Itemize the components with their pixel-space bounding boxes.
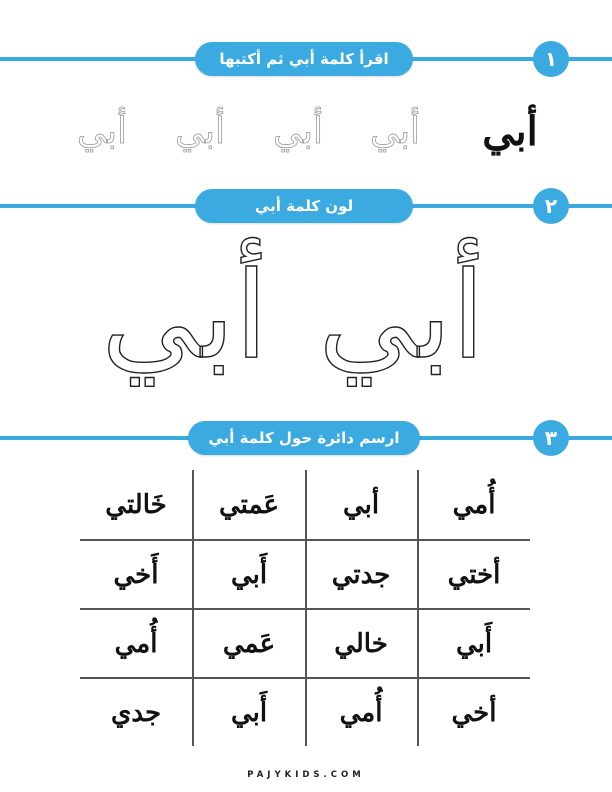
footer-website: PAJYKIDS.COM [247, 770, 365, 780]
grid-cell[interactable]: خالي [334, 628, 388, 659]
grid-cell[interactable]: أختي [447, 559, 501, 590]
outline-word-left[interactable]: أبي [101, 247, 268, 386]
grid-cell[interactable]: أَخي [113, 559, 159, 590]
grid-cell[interactable]: أُمي [339, 697, 383, 728]
grid-cell[interactable]: جدي [110, 697, 162, 728]
grid-cell[interactable]: عَمي [222, 628, 276, 659]
section-2-title-pill [195, 189, 413, 223]
section-2-number: ٢ [544, 194, 558, 218]
grid-cell[interactable]: أخي [451, 697, 497, 728]
grid-cell[interactable]: أُمي [114, 628, 158, 659]
trace-word-4[interactable]: أبي [76, 111, 128, 152]
section-3-number-badge [533, 420, 569, 456]
grid-cell[interactable]: أبي [342, 489, 380, 520]
trace-word-2[interactable]: أبي [272, 111, 324, 152]
outline-word-right[interactable]: أبي [318, 247, 485, 386]
grid-cell[interactable]: أَبي [230, 697, 268, 728]
model-word: أبي [482, 108, 538, 155]
grid-cell[interactable]: عَمتي [218, 489, 280, 520]
grid-cell[interactable]: خَالتي [105, 489, 167, 520]
grid-cell[interactable]: أَبي [455, 628, 493, 659]
section-3-number: ٣ [544, 426, 558, 450]
word-grid [80, 470, 530, 746]
section-1-title-pill [195, 42, 413, 76]
section-3-title: ارسم دائرة حول كلمة أبي [208, 429, 400, 447]
trace-word-3[interactable]: أبي [174, 111, 226, 152]
grid-cell[interactable]: جدتي [331, 559, 391, 590]
grid-cell[interactable]: أُمي [452, 489, 496, 520]
section-1-number-badge [533, 41, 569, 77]
section-2-title: لون كلمة أبي [254, 197, 354, 215]
section-1-title: اقرأ كلمة أبي ثم أكتبها [219, 50, 389, 68]
grid-cell[interactable]: أَبي [230, 559, 268, 590]
section-2-number-badge [533, 188, 569, 224]
trace-word-1[interactable]: أبي [369, 111, 421, 152]
section-3-title-pill [188, 421, 420, 455]
section-1-number: ١ [544, 47, 558, 71]
